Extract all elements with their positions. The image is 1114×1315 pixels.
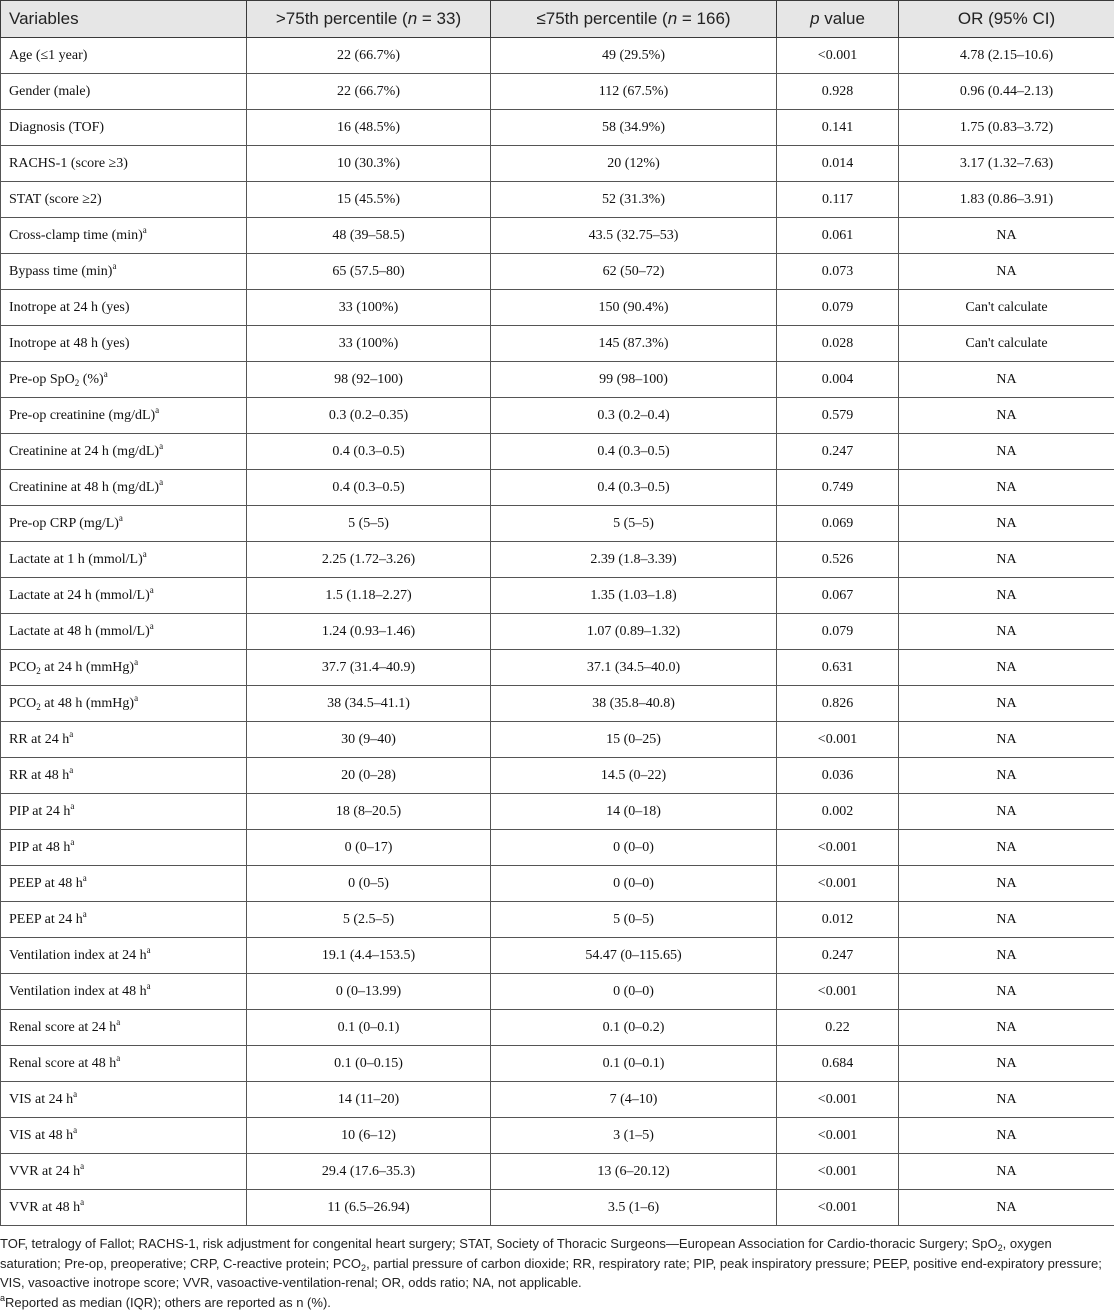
variable-cell: $PCO_2$ at 24 h (mmHg)$^a$ (1, 650, 247, 686)
gt75-cell: 0 (0–17) (247, 830, 491, 866)
p-value-cell: 0.036 (777, 758, 899, 794)
gt75-cell: 0 (0–13.99) (247, 974, 491, 1010)
gt75-cell: 19.1 (4.4–153.5) (247, 938, 491, 974)
gt75-cell: 0 (0–5) (247, 866, 491, 902)
gt75-cell: 18 (8–20.5) (247, 794, 491, 830)
table-row (1, 38, 1114, 74)
header-or-ci: OR (95% CI) (899, 1, 1114, 38)
table-body (1, 38, 1114, 1226)
gt75-cell: 14 (11–20) (247, 1082, 491, 1118)
variable-cell: PIP at 48 $h^a$ (1, 830, 247, 866)
le75-cell: 0.4 (0.3–0.5) (491, 470, 777, 506)
gt75-cell: 0.1 (0–0.15) (247, 1046, 491, 1082)
gt75-cell: 15 (45.5%) (247, 182, 491, 218)
header-gt75: >75th percentile (n = 33) (247, 1, 491, 38)
or-ci-cell: NA (899, 362, 1114, 398)
table-row (1, 74, 1114, 110)
header-row (1, 1, 1114, 38)
p-value-cell: <0.001 (777, 1082, 899, 1118)
or-ci-cell: NA (899, 542, 1114, 578)
variable-cell: Ventilation index at 24 $h^a$ (1, 938, 247, 974)
table-footnotes (0, 1234, 1114, 1312)
or-ci-cell: NA (899, 974, 1114, 1010)
le75-cell: 54.47 (0–115.65) (491, 938, 777, 974)
p-value-cell: 0.749 (777, 470, 899, 506)
variable-cell: VVR at 48 $h^a$ (1, 1190, 247, 1226)
or-ci-cell: NA (899, 866, 1114, 902)
le75-cell: 62 (50–72) (491, 254, 777, 290)
or-ci-cell: NA (899, 578, 1114, 614)
table-row (1, 830, 1114, 866)
gt75-cell: 48 (39–58.5) (247, 218, 491, 254)
table-row (1, 578, 1114, 614)
variable-cell: Gender (male) (1, 74, 247, 110)
le75-cell: 3 (1–5) (491, 1118, 777, 1154)
header-variables: Variables (1, 1, 247, 38)
abbreviations-note: TOF, tetralogy of Fallot; RACHS-1, risk adjustment for congenital heart surgery; STAT, Society of Thoracic Surgeons—European Association for Cardio-thoracic Surgery; SpO$_2$, oxygen saturation; Pre-op, preoperative; CRP, C-reactive protein; $PCO_2$, partial pressure of carbon dioxide; RR, respiratory rate; PIP, peak inspiratory pressure; PEEP, positive end-expiratory pressure; VIS, vasoactive inotrope score; VVR, vasoactive-ventilation-renal; OR, odds ratio; NA, not applicable. (0, 1236, 1102, 1290)
gt75-cell: 0.4 (0.3–0.5) (247, 470, 491, 506)
p-value-cell: 0.012 (777, 902, 899, 938)
gt75-cell: 1.5 (1.18–2.27) (247, 578, 491, 614)
variable-cell: VVR at 24 $h^a$ (1, 1154, 247, 1190)
table-row (1, 110, 1114, 146)
gt75-cell: 16 (48.5%) (247, 110, 491, 146)
gt75-cell: 0.1 (0–0.1) (247, 1010, 491, 1046)
le75-cell: 2.39 (1.8–3.39) (491, 542, 777, 578)
p-value-cell: 0.079 (777, 614, 899, 650)
table-row (1, 362, 1114, 398)
le75-cell: 7 (4–10) (491, 1082, 777, 1118)
variable-cell: Creatinine at 24 h $(mg/dL)^a$ (1, 434, 247, 470)
gt75-cell: 22 (66.7%) (247, 38, 491, 74)
table-row (1, 722, 1114, 758)
table-row (1, 470, 1114, 506)
p-value-cell: 0.579 (777, 398, 899, 434)
p-value-cell: <0.001 (777, 1118, 899, 1154)
variable-cell: Lactate at 1 h (mmol/L)$^a$ (1, 542, 247, 578)
gt75-cell: 22 (66.7%) (247, 74, 491, 110)
or-ci-cell: NA (899, 506, 1114, 542)
or-ci-cell: NA (899, 1190, 1114, 1226)
variable-cell: Cross-clamp time $(\min)^a$ (1, 218, 247, 254)
or-ci-cell: NA (899, 758, 1114, 794)
p-value-cell: 0.061 (777, 218, 899, 254)
variable-cell: PEEP at 24 $h^a$ (1, 902, 247, 938)
le75-cell: 0 (0–0) (491, 866, 777, 902)
p-value-cell: 0.117 (777, 182, 899, 218)
le75-cell: 0.4 (0.3–0.5) (491, 434, 777, 470)
variable-cell: Inotrope at 24 h (yes) (1, 290, 247, 326)
p-value-cell: 0.141 (777, 110, 899, 146)
le75-cell: 38 (35.8–40.8) (491, 686, 777, 722)
header-p-value: p value (777, 1, 899, 38)
table-row (1, 182, 1114, 218)
variable-cell: $PCO_2$ at 48 h (mmHg)$^a$ (1, 686, 247, 722)
gt75-cell: 33 (100%) (247, 290, 491, 326)
or-ci-cell: NA (899, 614, 1114, 650)
gt75-cell: 11 (6.5–26.94) (247, 1190, 491, 1226)
p-value-cell: 0.826 (777, 686, 899, 722)
le75-cell: 99 (98–100) (491, 362, 777, 398)
or-ci-cell: NA (899, 830, 1114, 866)
table-row (1, 254, 1114, 290)
p-value-cell: 0.014 (777, 146, 899, 182)
header-le75: ≤75th percentile (n = 166) (491, 1, 777, 38)
le75-cell: 0 (0–0) (491, 974, 777, 1010)
table-row (1, 650, 1114, 686)
le75-cell: 0 (0–0) (491, 830, 777, 866)
variable-cell: RR at 48 $h^a$ (1, 758, 247, 794)
table-row (1, 290, 1114, 326)
p-value-cell: 0.631 (777, 650, 899, 686)
table-row (1, 686, 1114, 722)
gt75-cell: 0.3 (0.2–0.35) (247, 398, 491, 434)
variable-cell: Lactate at 24 h (mmol/L)$^a$ (1, 578, 247, 614)
table-row (1, 614, 1114, 650)
le75-cell: 15 (0–25) (491, 722, 777, 758)
gt75-cell: 20 (0–28) (247, 758, 491, 794)
or-ci-cell: NA (899, 938, 1114, 974)
variable-cell: Diagnosis (TOF) (1, 110, 247, 146)
gt75-cell: 5 (5–5) (247, 506, 491, 542)
or-ci-cell: NA (899, 254, 1114, 290)
or-ci-cell: NA (899, 1010, 1114, 1046)
le75-cell: 5 (0–5) (491, 902, 777, 938)
variable-cell: Lactate at 48 h (mmol/L)$^a$ (1, 614, 247, 650)
gt75-cell: 98 (92–100) (247, 362, 491, 398)
table-row (1, 1046, 1114, 1082)
median-note: $^a$Reported as median (IQR); others are reported as n (%). (0, 1292, 331, 1310)
variable-cell: RACHS-1 (score ≥3) (1, 146, 247, 182)
gt75-cell: 0.4 (0.3–0.5) (247, 434, 491, 470)
le75-cell: 58 (34.9%) (491, 110, 777, 146)
variable-cell: STAT (score ≥2) (1, 182, 247, 218)
p-value-cell: 0.028 (777, 326, 899, 362)
le75-cell: 1.35 (1.03–1.8) (491, 578, 777, 614)
le75-cell: 14.5 (0–22) (491, 758, 777, 794)
p-value-cell: 0.928 (777, 74, 899, 110)
le75-cell: 5 (5–5) (491, 506, 777, 542)
table-row (1, 938, 1114, 974)
le75-cell: 150 (90.4%) (491, 290, 777, 326)
or-ci-cell: 1.75 (0.83–3.72) (899, 110, 1114, 146)
or-ci-cell: NA (899, 794, 1114, 830)
p-value-cell: 0.684 (777, 1046, 899, 1082)
gt75-cell: 33 (100%) (247, 326, 491, 362)
variable-cell: Inotrope at 48 h (yes) (1, 326, 247, 362)
or-ci-cell: Can't calculate (899, 326, 1114, 362)
gt75-cell: 38 (34.5–41.1) (247, 686, 491, 722)
p-value-cell: <0.001 (777, 1190, 899, 1226)
gt75-cell: 2.25 (1.72–3.26) (247, 542, 491, 578)
table-row (1, 1118, 1114, 1154)
le75-cell: 49 (29.5%) (491, 38, 777, 74)
variable-cell: RR at 24 $h^a$ (1, 722, 247, 758)
le75-cell: 0.1 (0–0.1) (491, 1046, 777, 1082)
table-row (1, 146, 1114, 182)
table-row (1, 758, 1114, 794)
or-ci-cell: NA (899, 1154, 1114, 1190)
variable-cell: Renal score at 24 $h^a$ (1, 1010, 247, 1046)
variable-cell: PIP at 24 $h^a$ (1, 794, 247, 830)
table-row (1, 506, 1114, 542)
table-row (1, 542, 1114, 578)
table-row (1, 866, 1114, 902)
p-value-cell: 0.067 (777, 578, 899, 614)
or-ci-cell: NA (899, 1118, 1114, 1154)
or-ci-cell: 1.83 (0.86–3.91) (899, 182, 1114, 218)
table-row (1, 218, 1114, 254)
variable-cell: VIS at 24 $h^a$ (1, 1082, 247, 1118)
or-ci-cell: NA (899, 686, 1114, 722)
le75-cell: 0.1 (0–0.2) (491, 1010, 777, 1046)
p-value-cell: 0.004 (777, 362, 899, 398)
le75-cell: 52 (31.3%) (491, 182, 777, 218)
variable-cell: Creatinine at 48 h $(mg/dL)^a$ (1, 470, 247, 506)
p-value-cell: 0.526 (777, 542, 899, 578)
gt75-cell: 30 (9–40) (247, 722, 491, 758)
le75-cell: 112 (67.5%) (491, 74, 777, 110)
table-row (1, 1154, 1114, 1190)
or-ci-cell: 0.96 (0.44–2.13) (899, 74, 1114, 110)
p-value-cell: 0.079 (777, 290, 899, 326)
table-row (1, 1010, 1114, 1046)
variable-cell: PEEP at 48 $h^a$ (1, 866, 247, 902)
le75-cell: 43.5 (32.75–53) (491, 218, 777, 254)
table-row (1, 1082, 1114, 1118)
variable-cell: VIS at 48 $h^a$ (1, 1118, 247, 1154)
p-value-cell: <0.001 (777, 38, 899, 74)
gt75-cell: 29.4 (17.6–35.3) (247, 1154, 491, 1190)
p-value-cell: <0.001 (777, 1154, 899, 1190)
variable-cell: Renal score at 48 $h^a$ (1, 1046, 247, 1082)
p-value-cell: <0.001 (777, 830, 899, 866)
variable-cell: Pre-op SpO$_2$ (%)$^a$ (1, 362, 247, 398)
or-ci-cell: NA (899, 218, 1114, 254)
p-value-cell: 0.073 (777, 254, 899, 290)
le75-cell: 20 (12%) (491, 146, 777, 182)
le75-cell: 37.1 (34.5–40.0) (491, 650, 777, 686)
or-ci-cell: NA (899, 722, 1114, 758)
or-ci-cell: NA (899, 434, 1114, 470)
variable-cell: Age (≤1 year) (1, 38, 247, 74)
or-ci-cell: NA (899, 398, 1114, 434)
variable-cell: Ventilation index at 48 $h^a$ (1, 974, 247, 1010)
le75-cell: 1.07 (0.89–1.32) (491, 614, 777, 650)
p-value-cell: 0.247 (777, 938, 899, 974)
gt75-cell: 10 (6–12) (247, 1118, 491, 1154)
or-ci-cell: 4.78 (2.15–10.6) (899, 38, 1114, 74)
or-ci-cell: NA (899, 1082, 1114, 1118)
table-row (1, 1190, 1114, 1226)
gt75-cell: 65 (57.5–80) (247, 254, 491, 290)
p-value-cell: <0.001 (777, 722, 899, 758)
or-ci-cell: NA (899, 470, 1114, 506)
p-value-cell: 0.069 (777, 506, 899, 542)
p-value-cell: 0.22 (777, 1010, 899, 1046)
p-value-cell: 0.247 (777, 434, 899, 470)
gt75-cell: 10 (30.3%) (247, 146, 491, 182)
le75-cell: 13 (6–20.12) (491, 1154, 777, 1190)
gt75-cell: 1.24 (0.93–1.46) (247, 614, 491, 650)
le75-cell: 0.3 (0.2–0.4) (491, 398, 777, 434)
gt75-cell: 37.7 (31.4–40.9) (247, 650, 491, 686)
or-ci-cell: NA (899, 1046, 1114, 1082)
variable-cell: Pre-op CRP $(mg/L)^a$ (1, 506, 247, 542)
gt75-cell: 5 (2.5–5) (247, 902, 491, 938)
or-ci-cell: Can't calculate (899, 290, 1114, 326)
table-row (1, 794, 1114, 830)
table-row (1, 434, 1114, 470)
p-value-cell: <0.001 (777, 974, 899, 1010)
table-row (1, 974, 1114, 1010)
or-ci-cell: 3.17 (1.32–7.63) (899, 146, 1114, 182)
table-row (1, 398, 1114, 434)
or-ci-cell: NA (899, 650, 1114, 686)
variable-cell: Pre-op creatinine $(mg/dL)^a$ (1, 398, 247, 434)
variable-cell: Bypass time $(\min)^a$ (1, 254, 247, 290)
p-value-cell: <0.001 (777, 866, 899, 902)
le75-cell: 14 (0–18) (491, 794, 777, 830)
table-row (1, 902, 1114, 938)
le75-cell: 145 (87.3%) (491, 326, 777, 362)
le75-cell: 3.5 (1–6) (491, 1190, 777, 1226)
table-row (1, 326, 1114, 362)
or-ci-cell: NA (899, 902, 1114, 938)
p-value-cell: 0.002 (777, 794, 899, 830)
